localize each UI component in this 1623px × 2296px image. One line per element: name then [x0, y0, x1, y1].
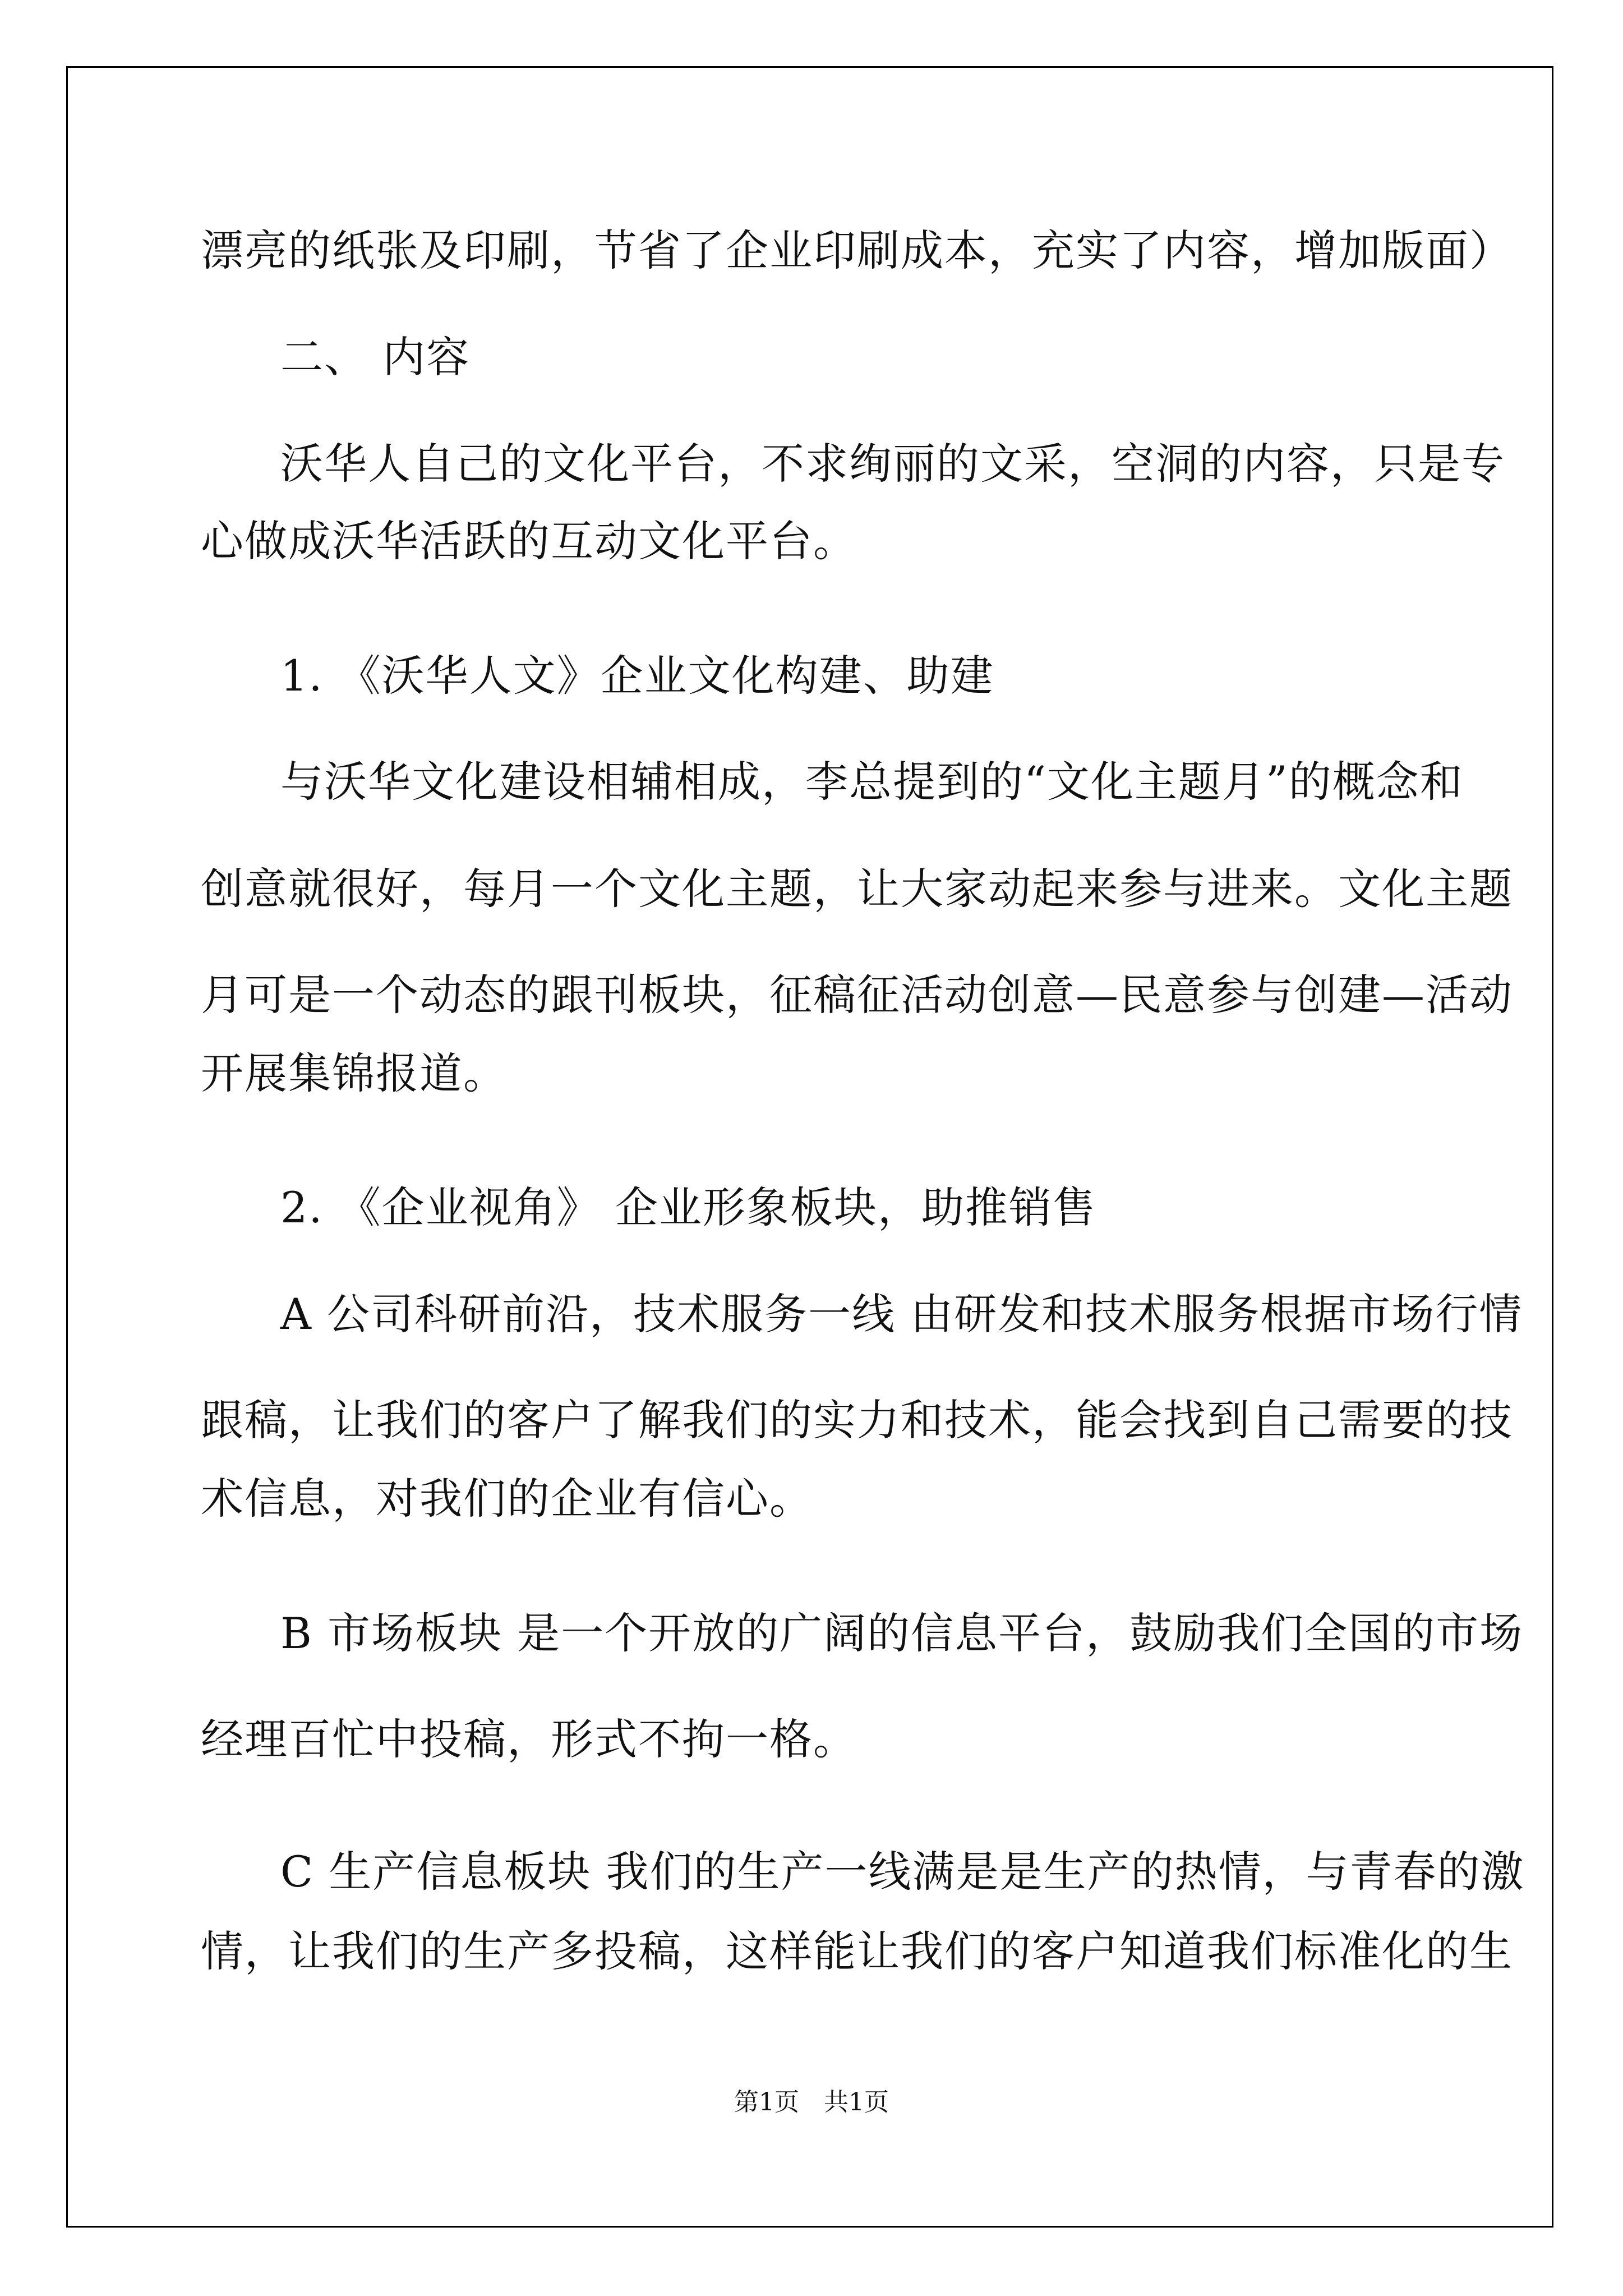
section-heading: 二、 内容: [280, 332, 471, 382]
page-number: 第1页 共1页: [734, 2088, 889, 2116]
subsection-heading: 2. 《企业视角》 企业形象板块，助推销售: [280, 1182, 1096, 1232]
subsection-heading: 1. 《沃华人文》企业文化构建、助建: [280, 651, 994, 701]
text-line: C 生产信息板块 我们的生产一线满是是生产的热情，与青春的激: [280, 1847, 1525, 1897]
page-border: [66, 66, 1553, 2228]
text-line: 月可是一个动态的跟刊板块，征稿征活动创意—民意参与创建—活动: [201, 970, 1513, 1020]
text-line: 经理百忙中投稿，形式不拘一格。: [201, 1714, 857, 1764]
text-line: 跟稿，让我们的客户了解我们的实力和技术，能会找到自己需要的技: [201, 1395, 1513, 1445]
text-line: 沃华人自己的文化平台，不求绚丽的文采，空洞的内容，只是专: [280, 439, 1505, 489]
text-line: 术信息，对我们的企业有信心。: [201, 1474, 813, 1524]
text-line: 漂亮的纸张及印刷，节省了企业印刷成本，充实了内容，增加版面）: [201, 226, 1513, 275]
text-line: A 公司科研前沿，技术服务一线 由研发和技术服务根据市场行情: [280, 1289, 1523, 1339]
text-line: 与沃华文化建设相辅相成，李总提到的“文化主题月”的概念和: [280, 757, 1464, 807]
text-line: 开展集锦报道。: [201, 1048, 507, 1098]
text-line: 情，让我们的生产多投稿，这样能让我们的客户知道我们标准化的生: [201, 1926, 1513, 1976]
text-line: 心做成沃华活跃的互动文化平台。: [201, 516, 857, 566]
text-line: 创意就很好，每月一个文化主题，让大家动起来参与进来。文化主题: [201, 864, 1513, 914]
text-line: B 市场板块 是一个开放的广阔的信息平台，鼓励我们全国的市场: [280, 1608, 1524, 1658]
